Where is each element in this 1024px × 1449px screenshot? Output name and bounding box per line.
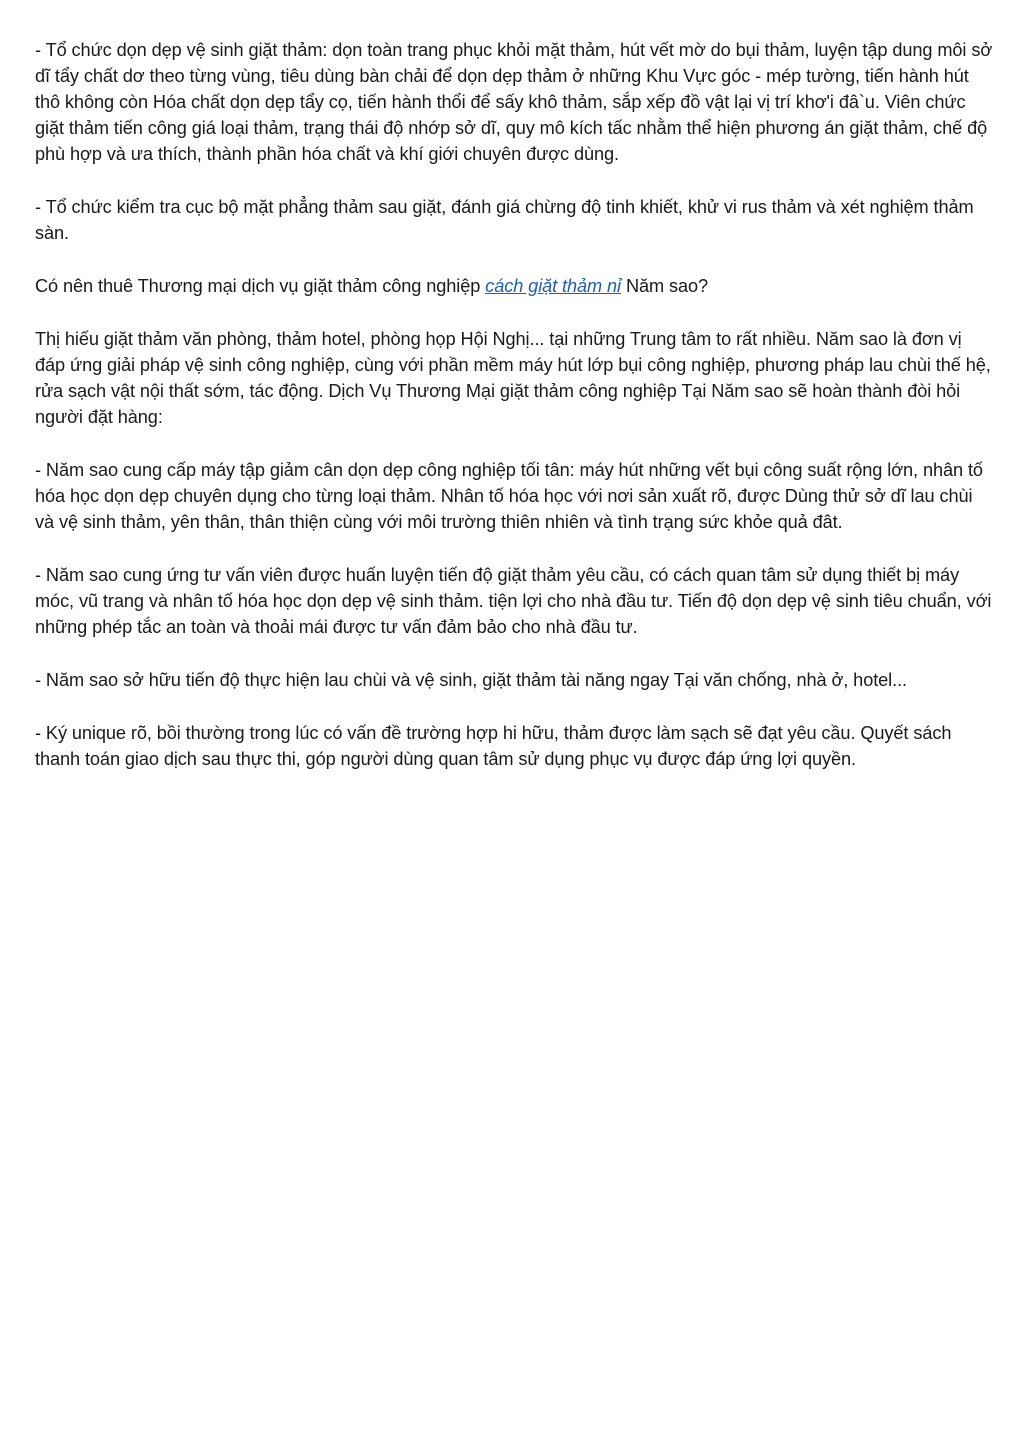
paragraph-guarantee: - Ký unique rõ, bồi thường trong lúc có vấn đề trường hợp hi hữu, thảm được làm sạch sẽ đạt yêu cầu. Quyết sách thanh toán giao dịch sau thực thi, góp người dùng quan tâm sử dụng phục vụ được đáp ứng lợi quyền.	[35, 723, 952, 769]
paragraph-onsite-service: - Năm sao sở hữu tiến độ thực hiện lau chùi và vệ sinh, giặt thảm tài năng ngay Tại văn chống, nhà ở, hotel...	[35, 670, 907, 690]
paragraph-consultants: - Năm sao cung ứng tư vấn viên được huấn luyện tiến độ giặt thảm yêu cầu, có cách quan tâm sử dụng thiết bị máy móc, vũ trang và nhân tố hóa học dọn dẹp vệ sinh thảm. tiện lợi cho nhà đầu tư. Tiến độ dọn dẹp vệ sinh tiêu chuẩn, với những phép tắc an toàn và thoải mái được tư vấn đảm bảo cho nhà đầu tư.	[35, 565, 992, 637]
paragraph-cleaning-process: - Tổ chức dọn dẹp vệ sinh giặt thảm: dọn toàn trang phục khỏi mặt thảm, hút vết mờ do bụi thảm, luyện tập dung môi sở dĩ tẩy chất dơ theo từng vùng, tiêu dùng bàn chải để dọn dẹp thảm ở những Khu Vực góc - mép tường, tiến hành hút thô không còn Hóa chất dọn dẹp tẩy cọ, tiến hành thổi để sấy khô thảm, sắp xếp đồ vật lại vị trí khơ'i đâ`u. Viên chức giặt thảm tiến công giá loại thảm, trạng thái độ nhớp sở dĩ, quy mô kích tấc nhằm thể hiện phương án giặt thảm, chế độ phù hợp và ưa thích, thành phần hóa chất và khí giới chuyên được dùng.	[35, 40, 993, 164]
paragraph-equipment: - Năm sao cung cấp máy tập giảm cân dọn dẹp công nghiệp tối tân: máy hút những vết bụi công suất rộng lớn, nhân tố hóa học dọn dẹp chuyên dụng cho từng loại thảm. Nhân tố hóa học với nơi sản xuất rõ, được Dùng thử sở dĩ lau chùi và vệ sinh thảm, yên thân, thân thiện cùng với môi trường thiên nhiên và tình trạng sức khỏe quả đât.	[35, 460, 983, 532]
question-text-before: Có nên thuê Thương mại dịch vụ giặt thảm công nghiệp	[35, 276, 486, 296]
paragraph-demand: Thị hiếu giặt thảm văn phòng, thảm hotel, phòng họp Hội Nghị... tại những Trung tâm to rất nhiều. Năm sao là đơn vị đáp ứng giải pháp vệ sinh công nghiệp, cùng với phần mềm máy hút lớp bụi công nghiệp, phương pháp lau chùi thế hệ, rửa sạch vật nội thất sớm, tác động. Dịch Vụ Thương Mại giặt thảm công nghiệp Tại Năm sao sẽ hoàn thành đòi hỏi người đặt hàng:	[35, 329, 991, 427]
paragraph-inspection: - Tổ chức kiểm tra cục bộ mặt phẳng thảm sau giặt, đánh giá chừng độ tinh khiết, khử vi rus thảm và xét nghiệm thảm sàn.	[35, 197, 974, 243]
question-text-after: Năm sao?	[621, 276, 709, 296]
carpet-cleaning-link[interactable]: cách giặt thảm nỉ	[485, 276, 621, 296]
paragraph-question	[35, 273, 994, 299]
